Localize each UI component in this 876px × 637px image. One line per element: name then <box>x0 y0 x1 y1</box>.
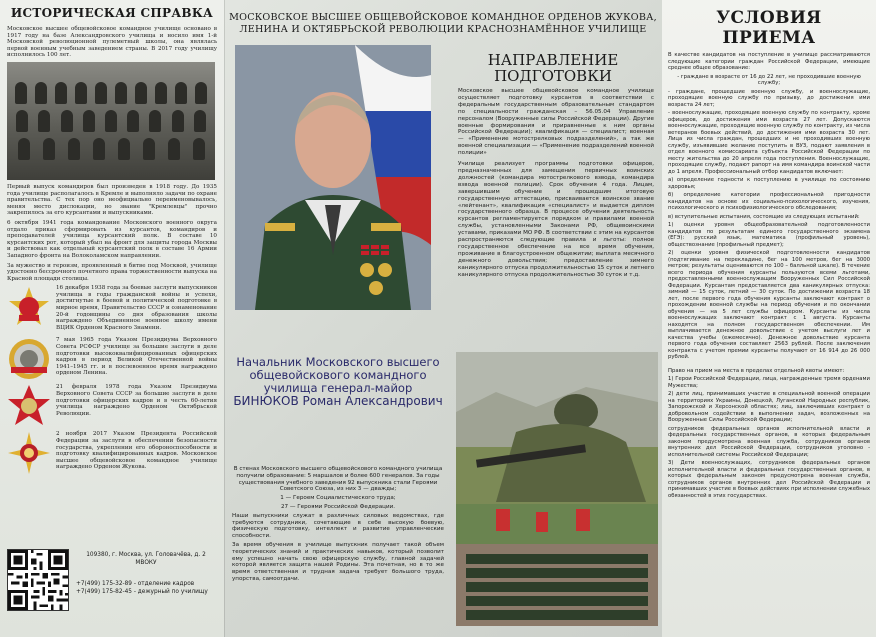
cond-p11: 1) Герои Российской Федерации, лица, награжденные тремя орденами Мужества; <box>668 376 870 389</box>
prep-p2: Училище реализует программы подготовки офицеров, предназначенных для замещения первичных воинских должностей (командира мотострелкового взвода, командира взвода военной полиции). Срок обучения 4 года. Лицам, завершившим обучение и прошедшим итоговую государственную аттестацию, присваивается воинское звание «лейтенант», квалификация «специалист» и выдается диплом государственного образца. В процессе обучения деятельность курсантов регламентируется порядком и правилами военной службы, установленными Законами РФ, общевоинскими уставами, приказами МО РФ. В соответствии с этим на курсантов распространяются следующие правила и льготы: полное государственное обеспечение на все время обучения, проживание в благоустроенном общежитии; выплата месячного денежного довольствия; предоставление зимнего каникулярного отпуска продолжительностью 15 суток и летнего каникулярного отпуска продолжительностью 30 суток и т.д. <box>458 161 654 278</box>
phone-duty[interactable]: +7(499) 175-82-45 - дежурный по училищу <box>76 588 208 595</box>
history-title: ИСТОРИЧЕСКАЯ СПРАВКА <box>10 6 214 20</box>
address: 109380, г. Москва, ул. Головачёва, д. 2 МВОКУ <box>86 552 206 566</box>
history-para-1: Первый выпуск командиров был произведен в 1918 году. До 1935 года училище располагалось в Кремле и выполняло задачи по охране правительства. С тех пор оно неофициально переименовывалось, меняя место дислокации, но звание "Кремлевцы" прочно закрепилось за его курсантами и выпускниками. <box>7 183 217 217</box>
conditions-column <box>662 0 876 637</box>
history-column <box>0 0 224 637</box>
graduates-p3: 27 — Героями Российской Федерации. <box>281 503 395 510</box>
qr-code[interactable] <box>7 549 69 611</box>
historical-group-photo <box>7 62 215 180</box>
history-para-2: 6 октября 1941 года командование Московского военного округа отдало приказ сформировать из курсантов, командиров и преподавателей училища курсантский полк. В составе 10 курсантских рот, который убыл на фронт для защиты города Москвы и действовал как отдельный курсантский полк в составе 16 Армии Западного фронта на Волоколамском направлении. <box>7 219 217 259</box>
cond-p2: - граждане в возрасте от 16 до 22 лет, не проходившие военную службу; <box>677 73 861 86</box>
cond-p9: 2) оценки уровня физической подготовленности кандидатов (подтягивание на перекладине, бег на 100 метров, бег на 3000 метров; результаты оцениваются по 100 – балльной шкале). В течение всего периода обучения курсанты пользуются всеми льготами, предоставленными военнослужащим Вооруженных Сил Российской Федерации. Курсантам предоставляется два каникулярных отпуска: зимний — 15 суток, летний — 30 суток. По достижении возраста 18 лет, после первого года обучения курсанты заключают контракт о прохождении военной службы на период обучения и по окончании обучения — на 5 лет службы офицером. Курсанты из числа военнослужащих заключают контракт с 1 августа. Курсанты находятся на полном государственном обеспечении. Им выплачивается денежное довольствие с учетом выслуги лет и качества учебы (ежемесячно). Денежное довольствие курсанта первого года обучения составляет 2563 рублей. После заключения контракта с учетом премии курсанты получают от 16 914 до 26 000 рублей. <box>668 250 870 360</box>
cond-p4: - военнослужащие, проходящие военную службу по контракту, кроме офицеров, до достижения ими возраста 27 лет. Допускаются военнослужащие, проходящие военную службу по контракту, из числа ветеранов боевых действий, до достижения ими возраста 30 лет. Лица из числа граждан, прошедших и не проходивших военную службу, изъявившие желание поступить в ВУЗ, подают заявления в отдел военного комиссариата субъекта Российской Федерации по месту жительства до 20 апреля года поступления. Военнослужащие, проходящие службу, подают рапорт на имя командира воинской части до 1 апреля. Профессиональный отбор кандидатов включает: <box>668 110 870 175</box>
graduates-p5: За время обучения в училище выпускник получает такой объем теоретических знаний и практических навыков, который позволит ему успешно начать свою офицерскую службу, главной задачей которой является защита нашей Родины. Эта почетная, но в то же время ответственная и трудная задача требует большого труда, упорства, самоотдачи. <box>232 541 444 582</box>
commander-portrait <box>235 45 431 310</box>
history-intro: Московское высшее общевойсковое командное училище основано в 1917 году на базе Александровского училища и носило имя 1-й Московской революционной пулеметный школы, она являлась первой военным учебным заведением страны. В 2017 году училищу исполнилось 100 лет. <box>7 26 217 59</box>
award-october-revolution <box>7 384 217 428</box>
soldier-photo <box>456 352 658 504</box>
order-red-banner-icon <box>7 285 51 329</box>
cond-p8: 1) оценки уровня общеобразовательной подготовленности кандидатов по результатам единого государственного экзамена (ЕГЭ): русский язык, математика (профильный уровень), обществознание (профильный предмет); <box>668 222 870 248</box>
graduates-text <box>232 466 444 585</box>
award-text-3: 21 февраля 1978 года Указом Президиума Верховного Совета СССР за большие заслуги в деле подготовки офицерских кадров и в честь 60-летия училища награждено Орденом Октябрьской Революции. <box>56 384 217 417</box>
commander-role: Начальник Московского высшего общевойскового командного училища генерал-майор <box>236 355 440 395</box>
prep-text <box>458 88 654 282</box>
cond-p7: в) вступительные испытания, состоящие из следующих испытаний: <box>668 213 860 220</box>
prep-title: НАПРАВЛЕНИЕ ПОДГОТОВКИ <box>487 51 619 85</box>
parade-photo <box>456 504 658 626</box>
award-red-banner <box>7 285 217 334</box>
conditions-title: УСЛОВИЯ ПРИЕМА <box>716 8 822 48</box>
contacts-block <box>76 552 216 596</box>
history-para-3: За мужество и героизм, проявленный в битве под Москвой, училище удостоено бессрочного почетного права торжественности выпуска на Красной площади столицы. <box>7 262 217 282</box>
prep-p1: Московское высшее общевойсковое командное училище осуществляет подготовку курсантов в соответствии с федеральным государственным образовательным стандартом по специальности гражданская – 56.05.04 Управление персоналом (Вооруженные силы Российской Федерации). Другие военные формирования и приравненные к ним органы Российской Федерации); квалификация — специалист; военная — «Применение мотострелковых подразделений», а так же военной специализации — «Применение подразделений военной полиции» <box>458 88 654 157</box>
cond-p13: сотрудников федеральных органов исполнительной власти и федеральных государственных органов, в которых федеральным законом предусмотрена военная служба, сотрудников органов внутренних дел Российской Федерации, сотрудников уголовно - исполнительной системы Российской Федерации; <box>668 425 870 458</box>
award-text-2: 7 мая 1965 года Указом Президиума Верховного Совета РСФСР училище за большие заслуги в деле подготовки высококвалифицированных офицерских кадров в период Великой Отечественной войны 1941–1945 гг. и в послевоенное время награждено орденом Ленина. <box>56 337 217 377</box>
cond-p14: 3) Дети военнослужащих, сотрудников федеральных органов исполнительной власти и федеральных государственных органов, в которых федеральным законом предусмотрена военная служба, сотрудников органов внутренних дел Российской Федерации и принимавших участие в боевых действиях при исполнении служебных обязанностей в этих государствах. <box>668 460 870 499</box>
award-text-4: 2 ноября 2017 Указом Президента Российской Федерации за заслуги в обеспечении безопасности государства, укреплении его обороноспособности и подготовку квалифицированных кадров. Московское высшее общевойсковое командное училище награждено Орденом Жукова. <box>56 431 217 471</box>
order-zhukov-icon <box>7 431 51 475</box>
order-lenin-icon <box>7 337 51 381</box>
graduates-p1: В стенах Московского высшего общевойскового командного училища получили образование: 5 маршалов и более 600 генералов. За годы существования учебного заведения 92 выпускника стали Героями Советского Союза, из них 3 — дважды; <box>233 466 443 493</box>
cond-p6: б) определение категории профессиональной пригодности кандидатов на основе их социально-психологического, изучения, психологического и психофизиологического обследования; <box>668 192 870 211</box>
award-lenin <box>7 337 217 381</box>
cond-p12: 2) дети лиц, принимавших участие в специальной военной операции на территориях Украины, Донецкой, Луганской Народных республик, Запорожской и Херсонской областях; лиц, заключивших контракт о добровольном содействии в выполнении задач, возложенных на Вооруженные Силы Российской Федерации; <box>668 391 870 423</box>
phone-hr[interactable]: +7(499) 175-32-89 - отделение кадров <box>76 581 195 587</box>
fold-line <box>224 0 225 637</box>
school-title: МОСКОВСКОЕ ВЫСШЕЕ ОБЩЕВОЙСКОВОЕ КОМАНДНОЕ ОРДЕНОВ ЖУКОВА, ЛЕНИНА И ОКТЯБРЬСКОЙ РЕВОЛЮЦИИ КРАСНОЗНАМЁННОЕ УЧИЛИЩЕ <box>229 12 657 35</box>
graduates-p2: 1 — Героем Социалистического труда; <box>280 495 396 502</box>
award-text-1: 16 декабря 1938 года за боевые заслуги выпускников училища в годы гражданской войны и успехи, достигнутые в боевой и политической подготовке в мирное время, Правительство СССР и ознаменование 20-й годовщины со дня образования школы награждено Объединенное военное школу имени ВЦИК Орденом Красного Знамени. <box>56 285 217 331</box>
cond-p1: В качестве кандидатов на поступление в училище рассматриваются следующие категории граждан Российской Федерации, имеющие среднее общее образование: <box>668 52 870 71</box>
commander-name: БИНЮКОВ Роман Александрович <box>233 394 443 408</box>
cond-p10: Право на прием на места в пределах отдельной квоты имеют: <box>668 367 845 374</box>
commander-caption <box>232 356 444 408</box>
award-zhukov <box>7 431 217 475</box>
cond-p5: а) определение годности к поступлению в училище по состоянию здоровья; <box>668 177 870 190</box>
cond-p3: - граждане, прошедшие военную службу, и военнослужащие, проходящие военную службу по призыву, до достижения ими возраста 24 лет; <box>668 88 870 108</box>
order-october-revolution-icon <box>7 384 51 428</box>
graduates-p4: Наши выпускники служат в различных силовых ведомствах, где требуются сотрудники, сочетающие в себе высокую боевую, физическую подготовку, интеллект и развитие управленческие способности. <box>232 512 444 540</box>
